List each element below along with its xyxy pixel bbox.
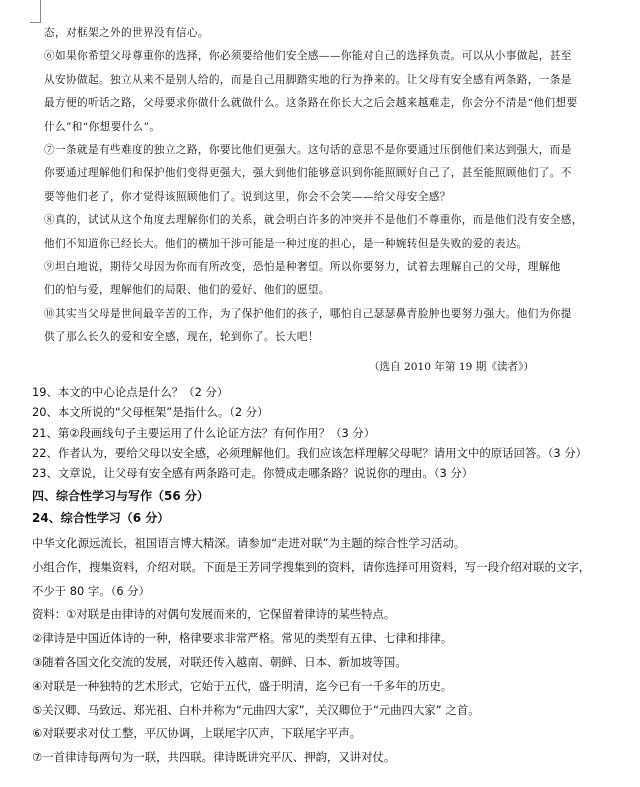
article-line: ⑧真的，试试从这个角度去理解你们的关系，就会明白许多的冲突并不是他们不尊重你，而是他们没有安全感， [44, 214, 583, 227]
question-20: 20、本文所说的“父母框架”是指什么。（2 分） [32, 405, 269, 420]
article-line: 什么”和“你想要什么”。 [44, 120, 161, 133]
article-line: 要等他们老了，你才觉得该照顾他们了。说到这里，你会不会笑——给父母安全感？ [44, 190, 451, 203]
article-line: 从安协做起。独立从来不是别人给的，而是自己用脚踏实地的行为挣来的。让父母有安全感有两条路，一条是 [44, 73, 572, 86]
intro-line: 不少于 80 字。（6 分） [32, 583, 151, 598]
material-item: ②律诗是中国近体诗的一种，格律要求非常严格。常见的类型有五律、七律和排律。 [32, 631, 453, 646]
article-line: ⑨坦白地说，期待父母因为你而有所改变，恐怕是种奢望。所以你要努力，试着去理解自己的父母，理解他 [44, 261, 561, 274]
material-item: ⑥对联要求对仗工整，平仄协调，上联尾字仄声，下联尾字平声。 [32, 726, 362, 741]
article-line: 态，对框架之外的世界没有信心。 [44, 27, 209, 39]
question-list [32, 382, 632, 483]
question-24-body [32, 532, 632, 770]
material-item: ④对联是一种独特的艺术形式，它始于五代，盛于明清，迄今已有一千多年的历史。 [32, 678, 453, 693]
article-line: 们的怕与爱，理解他们的局限、他们的爱好、他们的愿望。 [44, 284, 330, 297]
page-corner-mark [30, 0, 41, 23]
material-item: ⑤关汉卿、马致远、郑光祖、白朴并称为“元曲四大家”，关汉卿位于“元曲四大家” 之首。 [32, 702, 480, 717]
article-line: 最方便的听话之路，父母要求你做什么就做什么。这条路在你长大之后会越来越难走，你会分不清是“他们想要 [44, 97, 578, 110]
question-21: 21、第②段画线句子主要运用了什么论证方法？有何作用？（3 分） [32, 425, 376, 440]
material-item: 资料：①对联是由律诗的对偶句发展而来的，它保留着律诗的某些特点。 [32, 607, 396, 622]
article-source: （选自 2010 年第 19 期《读者》） [368, 361, 534, 373]
article-body [44, 22, 634, 350]
question-24-title: 24、综合性学习（6 分） [32, 511, 170, 525]
intro-line: 中华文化源远流长，祖国语言博大精深。请参加“走进对联”为主题的综合性学习活动。 [32, 536, 466, 550]
question-19: 19、本文的中心论点是什么？（2 分） [32, 385, 229, 399]
material-item: ③随着各国文化交流的发展，对联还传入越南、朝鲜、日本、新加坡等国。 [32, 654, 407, 669]
question-23: 23、文章说，让父母有安全感有两条路可走。你赞成走哪条路？说说你的理由。（3 分） [32, 466, 474, 481]
article-line: ⑦一条就是有些难度的独立之路，你要比他们更强大。这句话的意思不是你要通过压倒他们来达到强大，而是 [44, 144, 572, 157]
material-item: ⑦一首律诗每两句为一联，共四联。律诗既讲究平仄、押韵，又讲对仗。 [32, 750, 396, 765]
section-4-title: 四、综合性学习与写作（56 分） [32, 489, 209, 503]
article-line: 你要通过理解他们和保护他们变得更强大，强大到他们能够意识到你能照顾好自己了，甚至能照顾他们了。不 [44, 167, 572, 180]
article-line: ⑥如果你希望父母尊重你的选择，你必须要给他们安全感——你能对自己的选择负责。可以从小事做起，甚至 [44, 50, 572, 63]
article-line: ⑩其实当父母是世间最辛苦的工作，为了保护他们的孩子，哪怕自己瑟瑟鼻青脸肿也要努力强大。他们为你提 [44, 307, 572, 320]
article-line: 他们不知道你已经长大。他们的横加干涉可能是一种过度的担心，是一种婉转但是失败的爱的表达。 [44, 237, 528, 250]
question-22: 22、作者认为，要给父母以安全感，必须理解他们。我们应该怎样理解父母呢？请用文中的原话回答。（3 分） [32, 445, 588, 460]
intro-line: 小组合作，搜集资料，介绍对联。下面是王芳同学搜集到的资料，请你选择可用资料，写一段介绍对联的文字， [32, 559, 591, 574]
article-line: 供了那么长久的爱和安全感，现在，轮到你了。长大吧！ [44, 331, 319, 344]
